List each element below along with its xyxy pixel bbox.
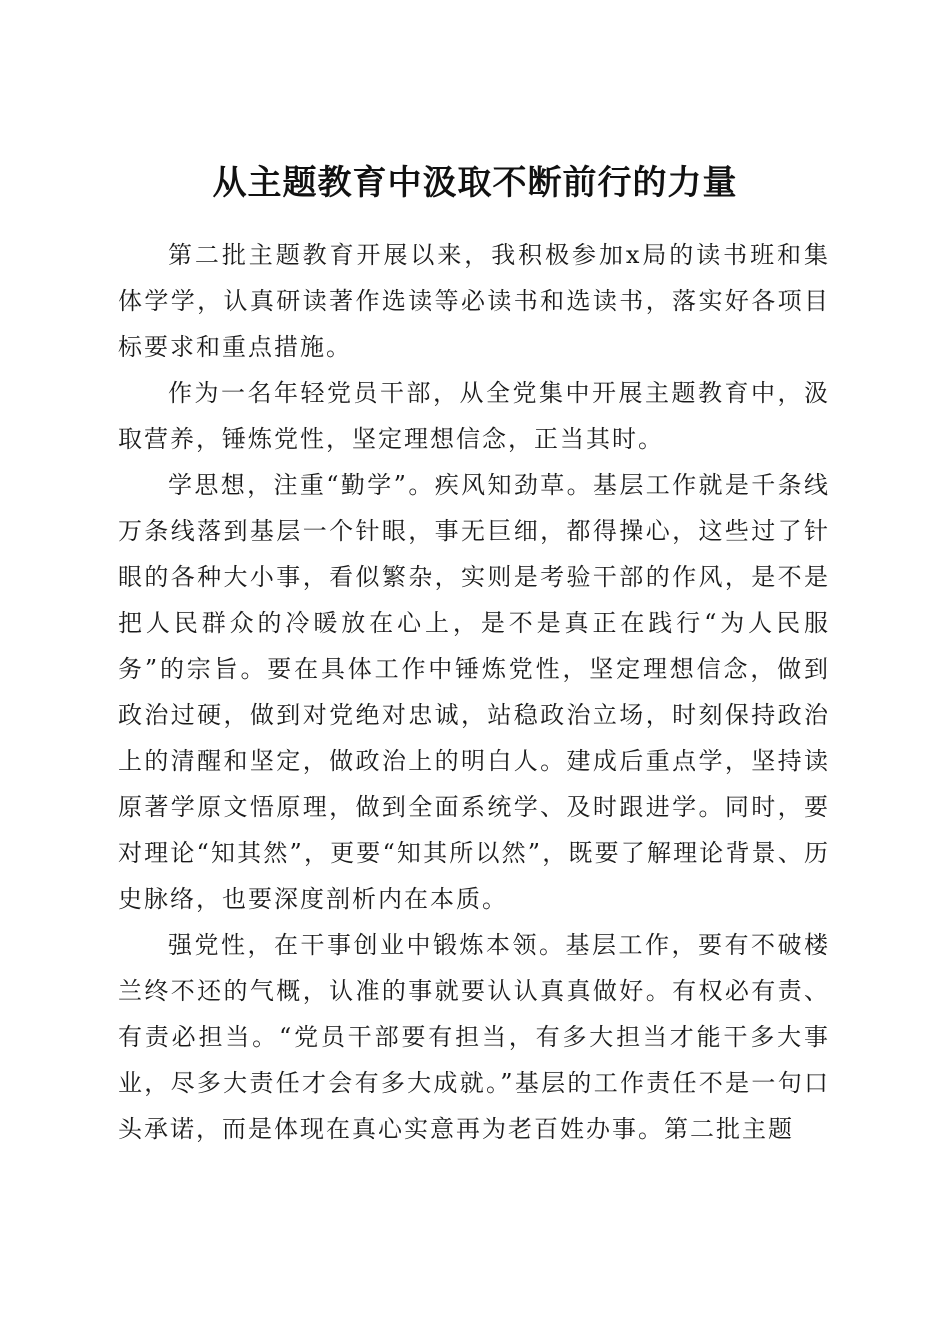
paragraph-1: 第二批主题教育开展以来，我积极参加x局的读书班和集体学学，认真研读著作选读等必读书和选读书，落实好各项目标要求和重点措施。 [118,241,830,361]
paragraph-3: 学思想，注重“勤学”。疾风知劲草。基层工作就是千条线万条线落到基层一个针眼，事无巨细，都得操心，这些过了针眼的各种大小事，看似繁杂，实则是考验干部的作风，是不是把人民群众的冷暖放在心上，是不是真正在践行“为人民服务”的宗旨。要在具体工作中锤炼党性，坚定理想信念，做到政治过硬，做到对党绝对忠诚，站稳政治立场，时刻保持政治上的清醒和坚定，做政治上的明白人。建成后重点学，坚持读原著学原文悟原理，做到全面系统学、及时跟进学。同时，要对理论“知其然”，更要“知其所以然”，既要了解理论背景、历史脉络，也要深度剖析内在本质。 [118,471,830,913]
document-title: 从主题教育中汲取不断前行的力量 [212,162,738,203]
document-body [118,232,830,1152]
paragraph-4: 强党性，在干事创业中锻炼本领。基层工作，要有不破楼兰终不还的气概，认准的事就要认认真真做好。有权必有责、有责必担当。“党员干部要有担当，有多大担当才能干多大事业，尽多大责任才会有多大成就。”基层的工作责任不是一句口头承诺，而是体现在真心实意再为老百姓办事。第二批主题 [118,931,830,1143]
paragraph-2: 作为一名年轻党员干部，从全党集中开展主题教育中，汲取营养，锤炼党性，坚定理想信念，正当其时。 [118,379,830,453]
